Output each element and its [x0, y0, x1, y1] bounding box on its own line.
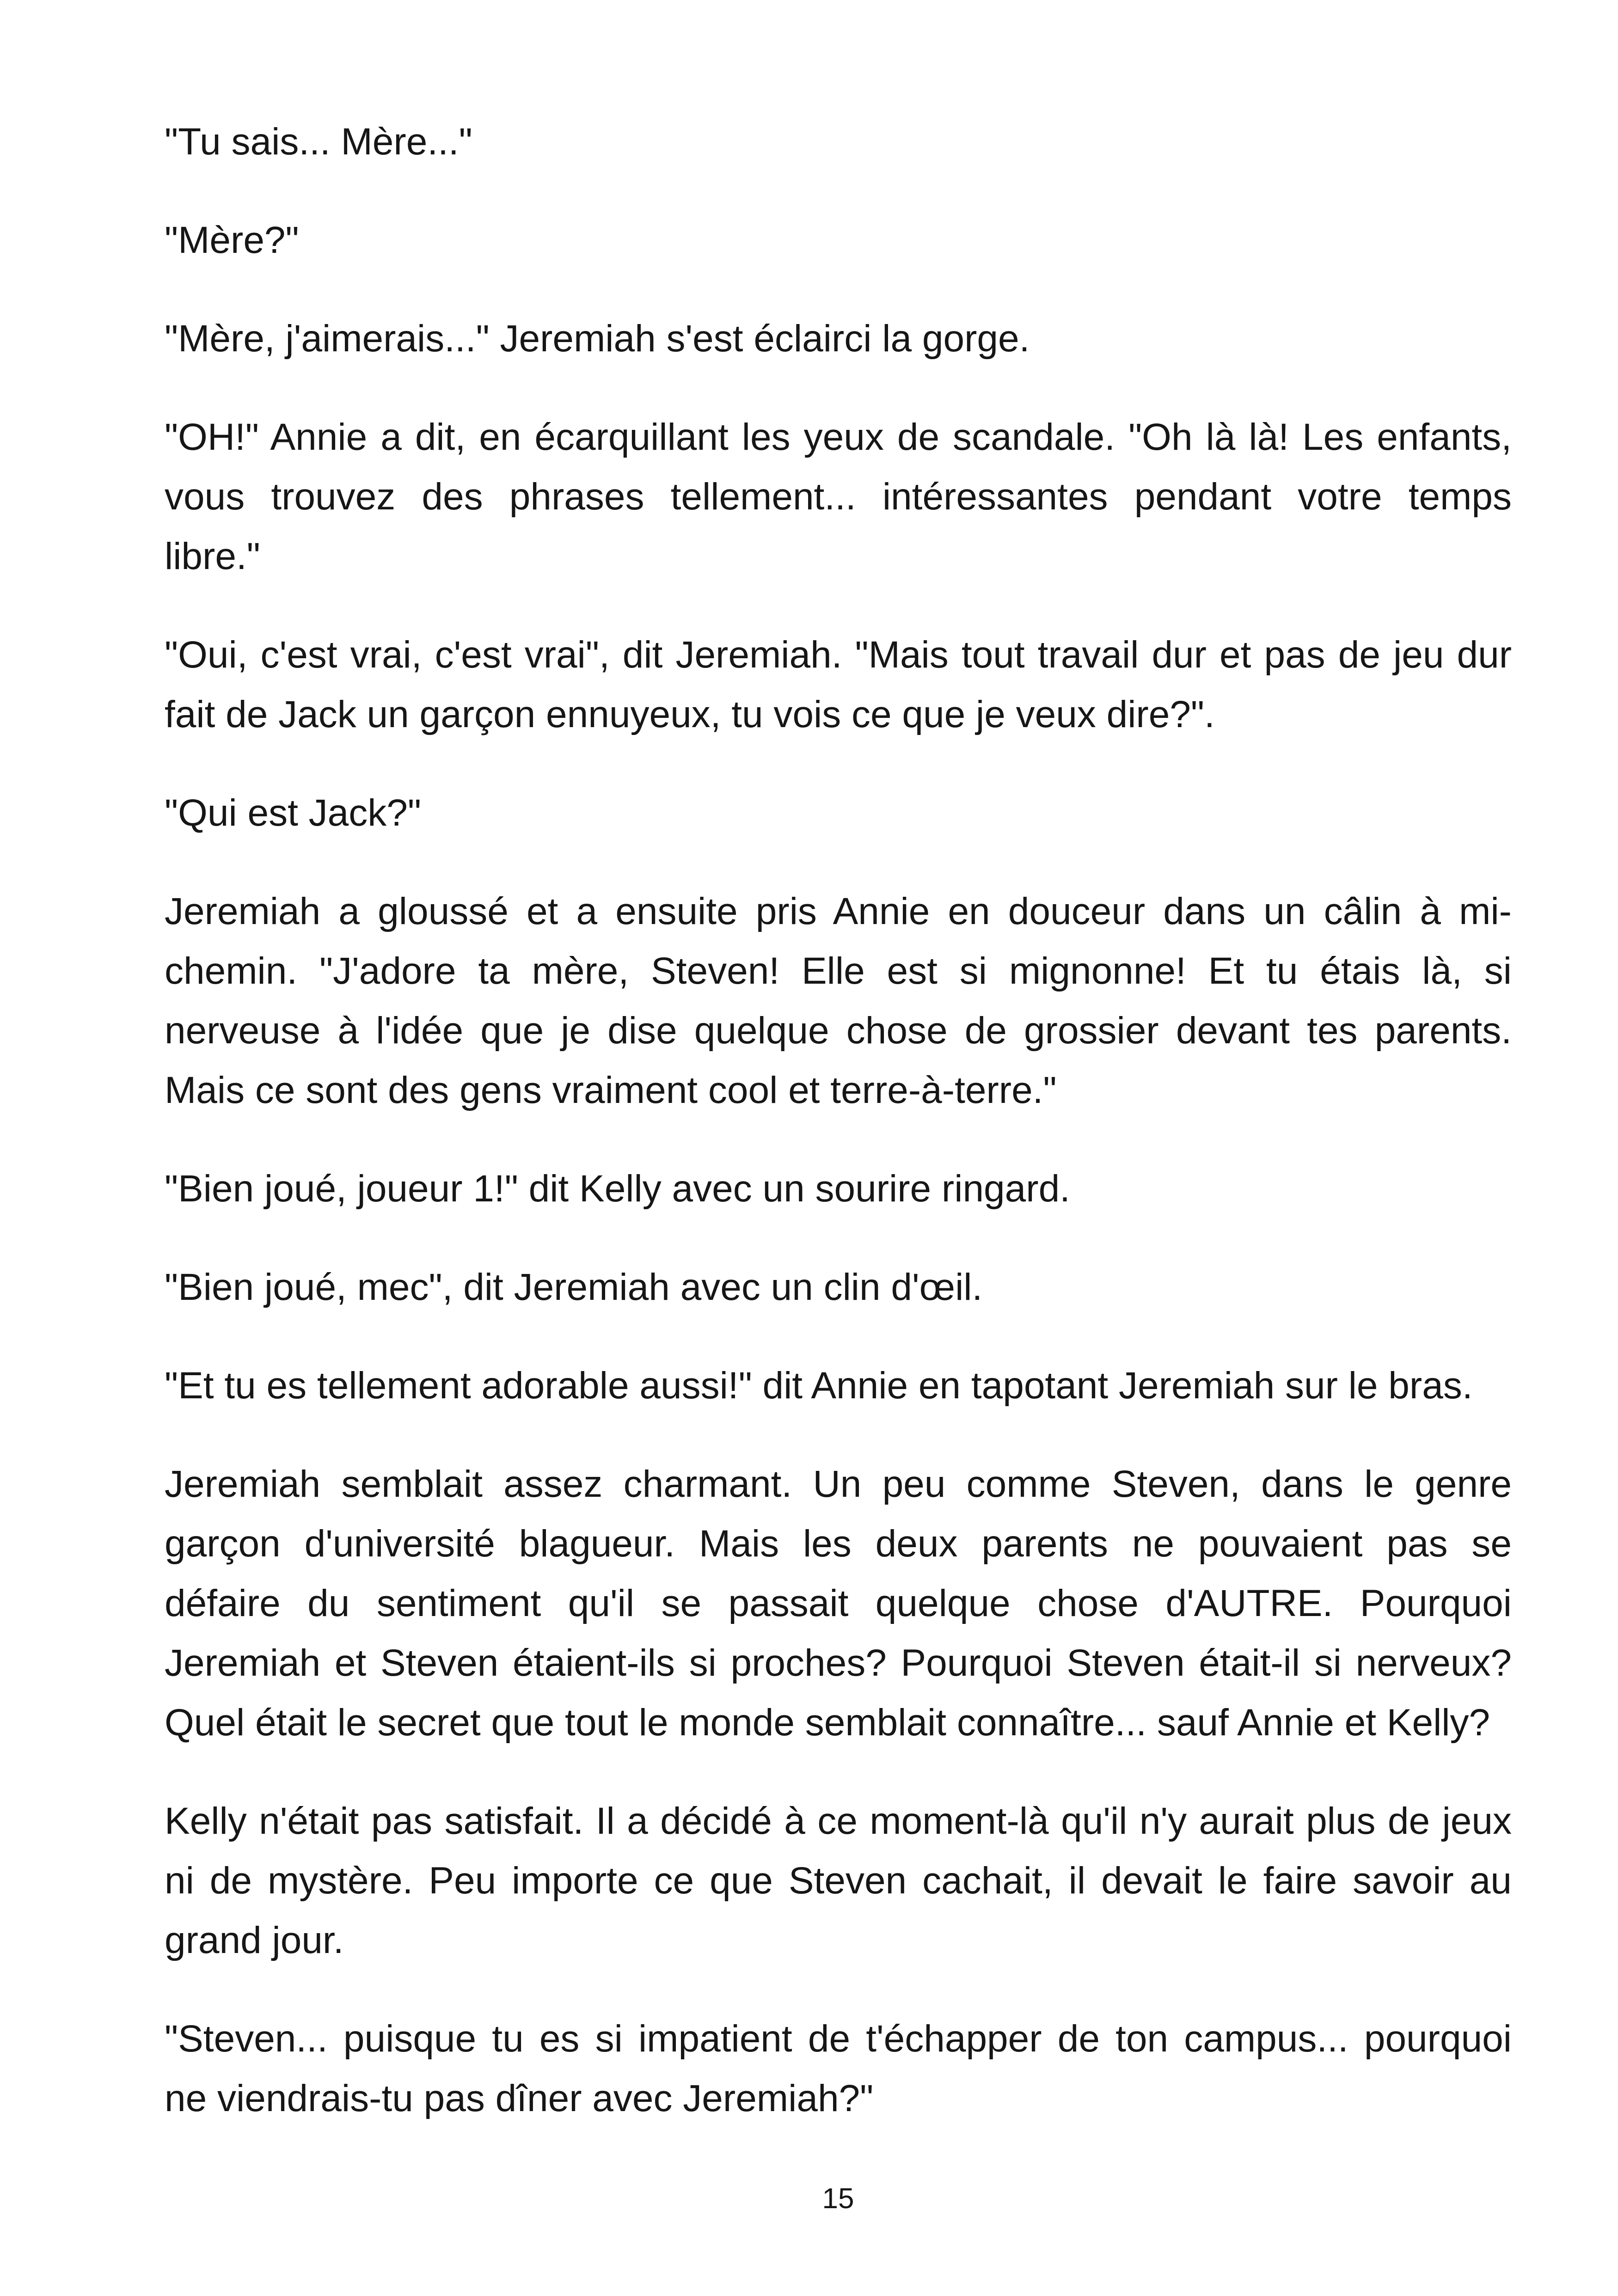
paragraph [165, 882, 1512, 1120]
text-line: Jeremiah a gloussé et a ensuite pris Annie en douceur dans un câlin à mi- [165, 890, 1512, 932]
text-line: "Oui, c'est vrai, c'est vrai", dit Jeremiah. "Mais tout travail dur et pas de jeu dur [165, 634, 1512, 676]
paragraph [165, 625, 1512, 744]
body-text [165, 112, 1512, 2167]
text-line: Quel était le secret que tout le monde semblait connaître... sauf Annie et Kelly? [165, 1702, 1490, 1744]
text-line: Kelly n'était pas satisfait. Il a décidé à ce moment-là qu'il n'y aurait plus de jeux [165, 1800, 1512, 1842]
text-line: "Bien joué, joueur 1!" dit Kelly avec un sourire ringard. [165, 1168, 1070, 1210]
text-line: "Mère?" [165, 219, 299, 261]
paragraph [165, 1791, 1512, 1970]
text-line: ni de mystère. Peu importe ce que Steven cachait, il devait le faire savoir au [165, 1860, 1512, 1902]
paragraph [165, 1159, 1512, 1218]
paragraph [165, 2009, 1512, 2128]
paragraph [165, 112, 1512, 171]
text-line: Jeremiah et Steven étaient-ils si proches? Pourquoi Steven était-il si nerveux? [165, 1642, 1512, 1684]
text-line: "Bien joué, mec", dit Jeremiah avec un clin d'œil. [165, 1266, 983, 1308]
text-line: "Mère, j'aimerais..." Jeremiah s'est éclairci la gorge. [165, 318, 1030, 360]
text-line: nerveuse à l'idée que je dise quelque chose de grossier devant tes parents. [165, 1010, 1512, 1052]
text-line: ne viendrais-tu pas dîner avec Jeremiah?" [165, 2077, 874, 2119]
text-line: vous trouvez des phrases tellement... intéressantes pendant votre temps [165, 476, 1512, 518]
text-line: libre." [165, 535, 260, 577]
text-line: fait de Jack un garçon ennuyeux, tu vois ce que je veux dire?". [165, 693, 1215, 735]
text-line: chemin. "J'adore ta mère, Steven! Elle est si mignonne! Et tu étais là, si [165, 950, 1512, 992]
paragraph [165, 783, 1512, 843]
text-line: "Qui est Jack?" [165, 792, 421, 834]
text-line: "Tu sais... Mère..." [165, 121, 472, 163]
text-line: garçon d'université blagueur. Mais les deux parents ne pouvaient pas se [165, 1523, 1512, 1565]
text-line: Jeremiah semblait assez charmant. Un peu comme Steven, dans le genre [165, 1463, 1512, 1505]
paragraph [165, 1454, 1512, 1752]
page-number: 15 [822, 2183, 854, 2215]
text-line: "Et tu es tellement adorable aussi!" dit Annie en tapotant Jeremiah sur le bras. [165, 1365, 1473, 1407]
paragraph [165, 1356, 1512, 1415]
text-line: "OH!" Annie a dit, en écarquillant les yeux de scandale. "Oh là là! Les enfants, [165, 416, 1512, 458]
paragraph [165, 309, 1512, 368]
paragraph [165, 1257, 1512, 1317]
paragraph [165, 210, 1512, 270]
paragraph [165, 407, 1512, 586]
text-line: Mais ce sont des gens vraiment cool et terre-à-terre." [165, 1069, 1057, 1111]
text-line: défaire du sentiment qu'il se passait quelque chose d'AUTRE. Pourquoi [165, 1582, 1512, 1624]
text-line: "Steven... puisque tu es si impatient de t'échapper de ton campus... pourquoi [165, 2018, 1512, 2060]
text-line: grand jour. [165, 1919, 344, 1961]
